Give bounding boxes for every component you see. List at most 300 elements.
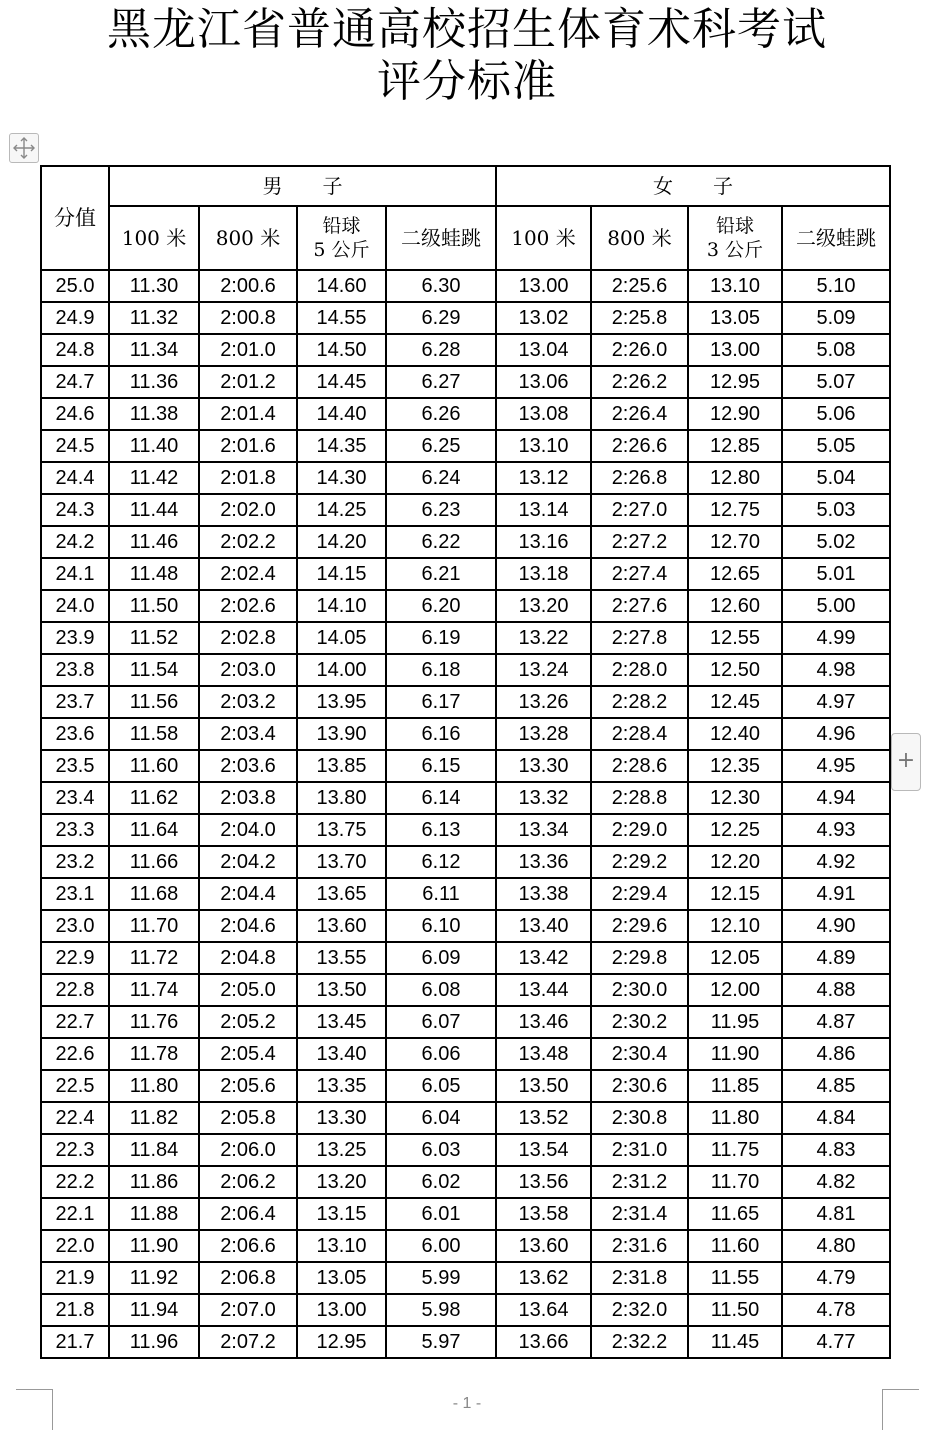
table-cell: 4.90 (782, 910, 890, 942)
table-cell: 6.09 (386, 942, 496, 974)
table-cell: 13.46 (496, 1006, 591, 1038)
table-cell: 13.48 (496, 1038, 591, 1070)
table-cell: 5.99 (386, 1262, 496, 1294)
table-row (41, 942, 890, 974)
score-cell: 24.6 (41, 398, 109, 430)
table-cell: 4.98 (782, 654, 890, 686)
scoring-table (40, 165, 891, 1359)
table-cell: 6.07 (386, 1006, 496, 1038)
table-cell: 5.97 (386, 1326, 496, 1358)
table-cell: 13.05 (688, 302, 782, 334)
table-cell: 11.62 (109, 782, 199, 814)
table-cell: 6.23 (386, 494, 496, 526)
table-cell: 11.92 (109, 1262, 199, 1294)
table-cell: 2:05.0 (199, 974, 297, 1006)
table-cell: 4.89 (782, 942, 890, 974)
score-cell: 22.3 (41, 1134, 109, 1166)
table-cell: 14.25 (297, 494, 386, 526)
table-cell: 11.66 (109, 846, 199, 878)
table-cell: 2:31.6 (591, 1230, 688, 1262)
table-cell: 11.70 (109, 910, 199, 942)
table-cell: 2:00.6 (199, 270, 297, 302)
table-cell: 13.25 (297, 1134, 386, 1166)
table-cell: 2:29.6 (591, 910, 688, 942)
table-cell: 6.13 (386, 814, 496, 846)
table-cell: 6.01 (386, 1198, 496, 1230)
table-cell: 11.45 (688, 1326, 782, 1358)
score-cell: 23.3 (41, 814, 109, 846)
score-cell: 23.1 (41, 878, 109, 910)
table-cell: 6.16 (386, 718, 496, 750)
table-cell: 2:06.4 (199, 1198, 297, 1230)
group-header-female: 女 子 (496, 166, 890, 206)
score-cell: 21.7 (41, 1326, 109, 1358)
table-cell: 12.45 (688, 686, 782, 718)
table-cell: 11.34 (109, 334, 199, 366)
table-cell: 4.94 (782, 782, 890, 814)
table-row (41, 814, 890, 846)
table-cell: 11.40 (109, 430, 199, 462)
table-row (41, 1102, 890, 1134)
table-cell: 12.20 (688, 846, 782, 878)
table-cell: 6.10 (386, 910, 496, 942)
table-cell: 11.50 (688, 1294, 782, 1326)
table-cell: 4.83 (782, 1134, 890, 1166)
table-cell: 2:27.0 (591, 494, 688, 526)
table-cell: 2:32.2 (591, 1326, 688, 1358)
table-cell: 2:29.0 (591, 814, 688, 846)
table-cell: 12.75 (688, 494, 782, 526)
score-cell: 24.9 (41, 302, 109, 334)
table-cell: 2:01.6 (199, 430, 297, 462)
table-cell: 13.54 (496, 1134, 591, 1166)
table-cell: 13.15 (297, 1198, 386, 1230)
score-cell: 24.8 (41, 334, 109, 366)
table-cell: 12.40 (688, 718, 782, 750)
table-cell: 11.55 (688, 1262, 782, 1294)
table-cell: 5.04 (782, 462, 890, 494)
table-row (41, 1198, 890, 1230)
score-cell: 24.5 (41, 430, 109, 462)
column-header: 铅球 3 公斤 (688, 206, 782, 270)
table-row (41, 462, 890, 494)
table-cell: 5.08 (782, 334, 890, 366)
table-cell: 11.80 (109, 1070, 199, 1102)
score-cell: 23.7 (41, 686, 109, 718)
table-cell: 13.36 (496, 846, 591, 878)
table-cell: 4.99 (782, 622, 890, 654)
score-cell: 23.2 (41, 846, 109, 878)
score-cell: 22.7 (41, 1006, 109, 1038)
table-cell: 12.70 (688, 526, 782, 558)
table-cell: 5.98 (386, 1294, 496, 1326)
table-body (41, 270, 890, 1358)
table-cell: 4.79 (782, 1262, 890, 1294)
table-cell: 6.00 (386, 1230, 496, 1262)
table-cell: 11.32 (109, 302, 199, 334)
table-cell: 13.30 (496, 750, 591, 782)
table-cell: 2:28.2 (591, 686, 688, 718)
table-row (41, 334, 890, 366)
table-cell: 13.38 (496, 878, 591, 910)
score-cell: 22.2 (41, 1166, 109, 1198)
score-cell: 24.4 (41, 462, 109, 494)
column-header: 800 米 (591, 206, 688, 270)
table-row (41, 302, 890, 334)
table-row (41, 846, 890, 878)
table-cell: 13.45 (297, 1006, 386, 1038)
table-cell: 13.52 (496, 1102, 591, 1134)
score-cell: 22.6 (41, 1038, 109, 1070)
table-cell: 11.96 (109, 1326, 199, 1358)
table-cell: 6.22 (386, 526, 496, 558)
table-cell: 14.35 (297, 430, 386, 462)
table-cell: 11.36 (109, 366, 199, 398)
column-header: 铅球 5 公斤 (297, 206, 386, 270)
table-cell: 11.74 (109, 974, 199, 1006)
title-line-2: 评分标准 (377, 56, 557, 107)
table-cell: 13.75 (297, 814, 386, 846)
column-header: 二级蛙跳 (782, 206, 890, 270)
table-cell: 13.64 (496, 1294, 591, 1326)
table-row (41, 558, 890, 590)
document-title (0, 4, 934, 108)
table-cell: 2:04.4 (199, 878, 297, 910)
score-cell: 23.4 (41, 782, 109, 814)
table-cell: 13.14 (496, 494, 591, 526)
table-cell: 2:00.8 (199, 302, 297, 334)
score-cell: 24.3 (41, 494, 109, 526)
table-cell: 13.26 (496, 686, 591, 718)
table-cell: 5.03 (782, 494, 890, 526)
table-cell: 2:07.2 (199, 1326, 297, 1358)
table-cell: 4.82 (782, 1166, 890, 1198)
table-cell: 11.76 (109, 1006, 199, 1038)
table-cell: 13.44 (496, 974, 591, 1006)
table-cell: 2:01.8 (199, 462, 297, 494)
table-cell: 12.05 (688, 942, 782, 974)
table-cell: 12.85 (688, 430, 782, 462)
table-cell: 13.10 (688, 270, 782, 302)
table-cell: 11.64 (109, 814, 199, 846)
table-cell: 11.50 (109, 590, 199, 622)
table-cell: 4.78 (782, 1294, 890, 1326)
table-cell: 6.12 (386, 846, 496, 878)
table-cell: 2:27.8 (591, 622, 688, 654)
table-cell: 12.60 (688, 590, 782, 622)
table-cell: 6.19 (386, 622, 496, 654)
table-cell: 2:28.4 (591, 718, 688, 750)
score-cell: 22.4 (41, 1102, 109, 1134)
table-cell: 13.80 (297, 782, 386, 814)
table-cell: 2:01.4 (199, 398, 297, 430)
table-cell: 11.70 (688, 1166, 782, 1198)
table-cell: 2:26.0 (591, 334, 688, 366)
table-cell: 14.30 (297, 462, 386, 494)
table-row (41, 622, 890, 654)
table-cell: 4.80 (782, 1230, 890, 1262)
table-cell: 14.50 (297, 334, 386, 366)
table-cell: 2:25.8 (591, 302, 688, 334)
add-column-button[interactable] (891, 733, 921, 791)
table-row (41, 910, 890, 942)
table-cell: 11.42 (109, 462, 199, 494)
table-cell: 2:30.4 (591, 1038, 688, 1070)
table-cell: 2:27.6 (591, 590, 688, 622)
table-cell: 12.30 (688, 782, 782, 814)
table-cell: 13.20 (496, 590, 591, 622)
table-cell: 13.90 (297, 718, 386, 750)
table-cell: 13.22 (496, 622, 591, 654)
table-cell: 2:29.2 (591, 846, 688, 878)
table-cell: 5.02 (782, 526, 890, 558)
table-cell: 13.40 (496, 910, 591, 942)
table-cell: 2:31.0 (591, 1134, 688, 1166)
table-cell: 13.60 (496, 1230, 591, 1262)
column-header: 100 米 (109, 206, 199, 270)
table-cell: 14.15 (297, 558, 386, 590)
table-row (41, 878, 890, 910)
table-cell: 6.30 (386, 270, 496, 302)
table-cell: 4.81 (782, 1198, 890, 1230)
score-cell: 22.8 (41, 974, 109, 1006)
table-cell: 13.10 (297, 1230, 386, 1262)
table-cell: 2:30.6 (591, 1070, 688, 1102)
table-cell: 13.55 (297, 942, 386, 974)
table-row (41, 1038, 890, 1070)
table-cell: 13.66 (496, 1326, 591, 1358)
score-cell: 24.0 (41, 590, 109, 622)
table-cell: 6.26 (386, 398, 496, 430)
table-cell: 2:03.4 (199, 718, 297, 750)
table-cell: 2:03.2 (199, 686, 297, 718)
table-cell: 6.06 (386, 1038, 496, 1070)
table-cell: 2:02.4 (199, 558, 297, 590)
plus-icon: + (896, 748, 916, 773)
table-cell: 2:30.2 (591, 1006, 688, 1038)
table-cell: 13.85 (297, 750, 386, 782)
table-cell: 13.34 (496, 814, 591, 846)
table-row (41, 1294, 890, 1326)
score-cell: 21.8 (41, 1294, 109, 1326)
score-cell: 21.9 (41, 1262, 109, 1294)
table-cell: 12.15 (688, 878, 782, 910)
table-cell: 11.52 (109, 622, 199, 654)
table-cell: 2:03.0 (199, 654, 297, 686)
table-cell: 6.21 (386, 558, 496, 590)
table-cell: 12.90 (688, 398, 782, 430)
table-cell: 6.08 (386, 974, 496, 1006)
table-cell: 11.78 (109, 1038, 199, 1070)
table-cell: 11.80 (688, 1102, 782, 1134)
table-cell: 2:02.8 (199, 622, 297, 654)
table-cell: 2:27.2 (591, 526, 688, 558)
table-cell: 11.95 (688, 1006, 782, 1038)
table-cell: 4.91 (782, 878, 890, 910)
table-cell: 6.15 (386, 750, 496, 782)
table-row (41, 1326, 890, 1358)
table-cell: 6.27 (386, 366, 496, 398)
table-cell: 2:03.8 (199, 782, 297, 814)
table-cell: 2:25.6 (591, 270, 688, 302)
table-row (41, 398, 890, 430)
table-cell: 4.93 (782, 814, 890, 846)
table-cell: 13.04 (496, 334, 591, 366)
table-cell: 13.95 (297, 686, 386, 718)
table-cell: 6.25 (386, 430, 496, 462)
score-cell: 22.0 (41, 1230, 109, 1262)
score-cell: 24.1 (41, 558, 109, 590)
table-cell: 2:28.0 (591, 654, 688, 686)
table-cell: 2:30.0 (591, 974, 688, 1006)
table-cell: 2:05.4 (199, 1038, 297, 1070)
table-row (41, 1230, 890, 1262)
table-cell: 12.25 (688, 814, 782, 846)
table-row (41, 1070, 890, 1102)
table-cell: 13.18 (496, 558, 591, 590)
table-cell: 11.65 (688, 1198, 782, 1230)
table-cell: 2:02.6 (199, 590, 297, 622)
table-cell: 4.92 (782, 846, 890, 878)
table-cell: 2:04.8 (199, 942, 297, 974)
table-cell: 11.75 (688, 1134, 782, 1166)
table-cell: 12.35 (688, 750, 782, 782)
table-cell: 2:06.6 (199, 1230, 297, 1262)
table-cell: 2:31.4 (591, 1198, 688, 1230)
table-row (41, 494, 890, 526)
table-row (41, 430, 890, 462)
table-cell: 11.44 (109, 494, 199, 526)
table-cell: 11.88 (109, 1198, 199, 1230)
table-cell: 4.84 (782, 1102, 890, 1134)
table-row (41, 718, 890, 750)
table-cell: 11.68 (109, 878, 199, 910)
table-cell: 13.35 (297, 1070, 386, 1102)
table-cell: 2:29.4 (591, 878, 688, 910)
table-cell: 6.03 (386, 1134, 496, 1166)
table-cell: 12.65 (688, 558, 782, 590)
table-cell: 12.00 (688, 974, 782, 1006)
table-cell: 6.02 (386, 1166, 496, 1198)
score-cell: 22.1 (41, 1198, 109, 1230)
table-cell: 2:26.2 (591, 366, 688, 398)
table-cell: 2:05.6 (199, 1070, 297, 1102)
table-cell: 13.60 (297, 910, 386, 942)
score-cell: 23.8 (41, 654, 109, 686)
table-cell: 13.00 (496, 270, 591, 302)
table-move-handle[interactable] (9, 133, 39, 163)
table-cell: 4.88 (782, 974, 890, 1006)
table-cell: 14.45 (297, 366, 386, 398)
table-cell: 6.28 (386, 334, 496, 366)
table-row (41, 1262, 890, 1294)
table-cell: 13.06 (496, 366, 591, 398)
table-cell: 13.00 (688, 334, 782, 366)
table-cell: 11.94 (109, 1294, 199, 1326)
table-cell: 6.04 (386, 1102, 496, 1134)
table-cell: 11.90 (688, 1038, 782, 1070)
table-cell: 5.09 (782, 302, 890, 334)
table-cell: 2:30.8 (591, 1102, 688, 1134)
table-row (41, 590, 890, 622)
score-cell: 23.0 (41, 910, 109, 942)
table-cell: 2:26.4 (591, 398, 688, 430)
table-cell: 2:03.6 (199, 750, 297, 782)
table-cell: 2:28.8 (591, 782, 688, 814)
table-cell: 5.06 (782, 398, 890, 430)
table-cell: 13.10 (496, 430, 591, 462)
table-cell: 14.40 (297, 398, 386, 430)
table-cell: 5.05 (782, 430, 890, 462)
table-cell: 6.11 (386, 878, 496, 910)
table-row (41, 366, 890, 398)
table-cell: 13.05 (297, 1262, 386, 1294)
table-cell: 2:31.8 (591, 1262, 688, 1294)
table-cell: 14.60 (297, 270, 386, 302)
table-cell: 2:06.2 (199, 1166, 297, 1198)
table-cell: 12.55 (688, 622, 782, 654)
score-cell: 23.9 (41, 622, 109, 654)
score-cell: 23.5 (41, 750, 109, 782)
table-cell: 6.18 (386, 654, 496, 686)
table-cell: 5.01 (782, 558, 890, 590)
table-cell: 13.02 (496, 302, 591, 334)
table-cell: 11.84 (109, 1134, 199, 1166)
table-cell: 2:02.0 (199, 494, 297, 526)
table-row (41, 270, 890, 302)
table-cell: 4.86 (782, 1038, 890, 1070)
table-cell: 2:28.6 (591, 750, 688, 782)
table-cell: 11.38 (109, 398, 199, 430)
table-row (41, 686, 890, 718)
table-cell: 2:02.2 (199, 526, 297, 558)
table-row (41, 782, 890, 814)
table-cell: 14.00 (297, 654, 386, 686)
table-cell: 11.86 (109, 1166, 199, 1198)
title-line-1: 黑龙江省普通高校招生体育术科考试 (107, 4, 827, 55)
table-cell: 11.48 (109, 558, 199, 590)
table-cell: 5.00 (782, 590, 890, 622)
table-row (41, 1166, 890, 1198)
table-row (41, 654, 890, 686)
table-cell: 5.10 (782, 270, 890, 302)
table-cell: 13.40 (297, 1038, 386, 1070)
table-cell: 4.97 (782, 686, 890, 718)
table-cell: 13.58 (496, 1198, 591, 1230)
table-cell: 13.32 (496, 782, 591, 814)
table-cell: 12.50 (688, 654, 782, 686)
table-cell: 6.05 (386, 1070, 496, 1102)
table-row (41, 750, 890, 782)
table-cell: 14.05 (297, 622, 386, 654)
table-cell: 2:01.0 (199, 334, 297, 366)
column-header: 二级蛙跳 (386, 206, 496, 270)
table-cell: 11.58 (109, 718, 199, 750)
table-cell: 2:01.2 (199, 366, 297, 398)
table-cell: 11.90 (109, 1230, 199, 1262)
table-cell: 13.28 (496, 718, 591, 750)
table-cell: 4.96 (782, 718, 890, 750)
table-cell: 2:06.0 (199, 1134, 297, 1166)
table-cell: 13.08 (496, 398, 591, 430)
table-cell: 12.80 (688, 462, 782, 494)
score-cell: 25.0 (41, 270, 109, 302)
table-cell: 14.55 (297, 302, 386, 334)
table-cell: 4.87 (782, 1006, 890, 1038)
column-header: 800 米 (199, 206, 297, 270)
table-cell: 13.65 (297, 878, 386, 910)
table-cell: 6.14 (386, 782, 496, 814)
